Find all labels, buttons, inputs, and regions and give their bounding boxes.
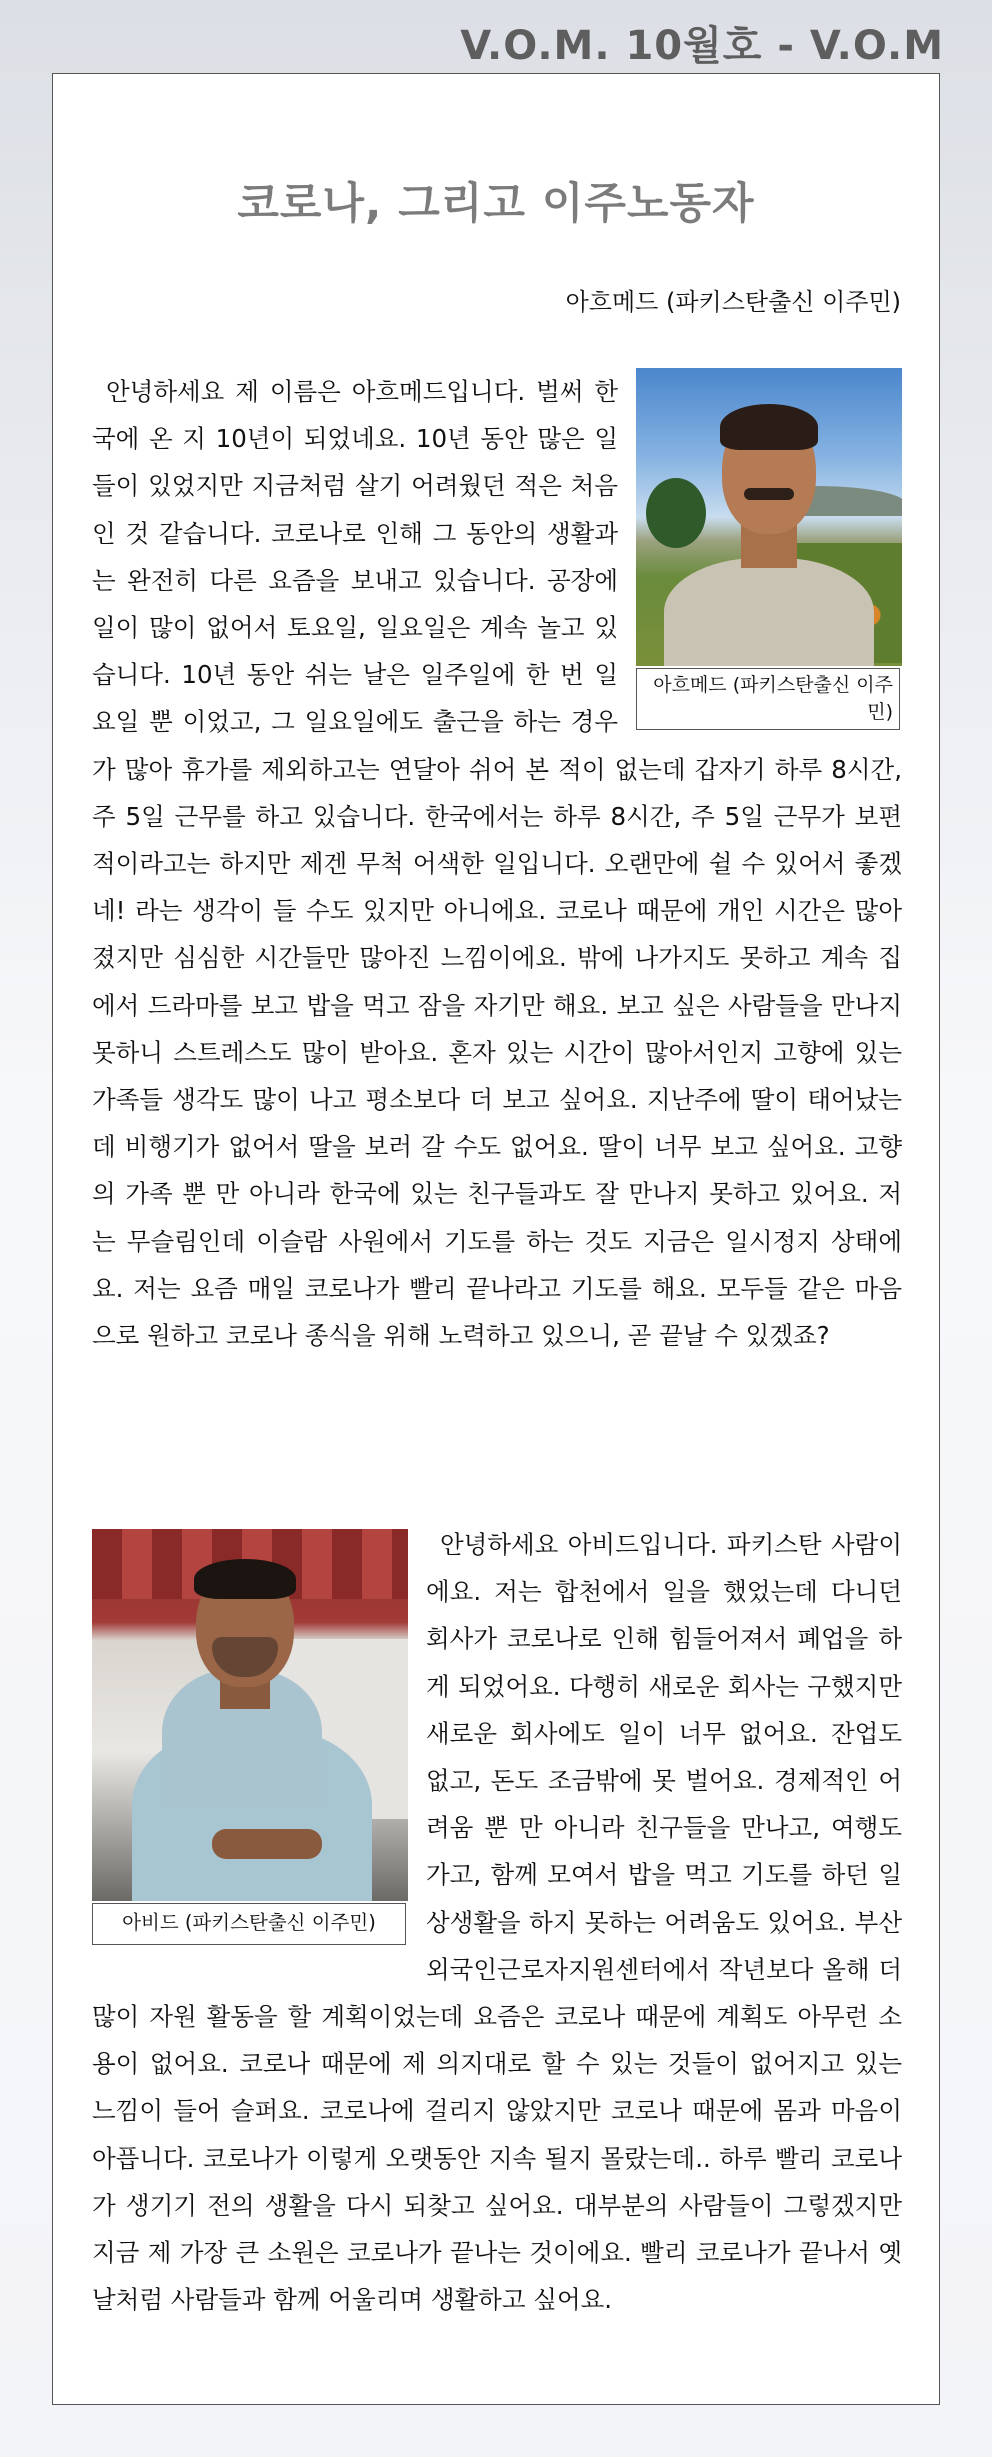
section-abid (92, 1521, 902, 2323)
article-title: 코로나, 그리고 이주노동자 (237, 179, 755, 229)
portrait-photo-icon (636, 368, 902, 666)
photo-figure-abid (92, 1529, 408, 1947)
portrait-photo-icon (92, 1529, 408, 1901)
article-panel (52, 73, 940, 2405)
section-ahmed (92, 368, 902, 1359)
section-text-abid: 안녕하세요 아비드입니다. 파키스탄 사람이에요. 저는 합천에서 일을 했었는데 다니던 회사가 코로나로 인해 힘들어져서 폐업을 하게 되었어요. 다행히 새로운 회사는 구했지만 새로운 회사에도 일이 너무 없어요. 잔업도 없고, 돈도 조금밖에 못 벌어요. 경제적인 어려움 뿐 만 아니라 친구들을 만나고, 여행도가고, 함께 모여서 밥을 먹고 기도를 하던 일상생활을 하지 못하는 어려움도 있어요. 부산외국인근로자지원센터에서 작년보다 올해 더 많이 자원 활동을 할 계획이었는데 요즘은 코로나 때문에 계획도 아무런 소용이 없어요. 코로나 때문에 제 의지대로 할 수 있는 것들이 없어지고 있는 느낌이 들어 슬퍼요. 코로나에 걸리지 않았지만 코로나 때문에 몸과 마음이 아픕니다. 코로나가 이렇게 오랫동안 지속 될지 몰랐는데.. 하루 빨리 코로나가 생기기 전의 생활을 다시 되찾고 싶어요. 대부분의 사람들이 그렇겠지만 지금 제 가장 큰 소원은 코로나가 끝나는 것이에요. 빨리 코로나가 끝나서 옛날처럼 사람들과 함께 어울리며 생활하고 싶어요. (92, 1530, 902, 2315)
photo-caption: 아비드 (파키스탄출신 이주민) (92, 1903, 406, 1945)
photo-caption: 아흐메드 (파키스탄출신 이주민) (636, 668, 900, 730)
section-text-ahmed: 안녕하세요 제 이름은 아흐메드입니다. 벌써 한국에 온 지 10년이 되었네요. 10년 동안 많은 일들이 있었지만 지금처럼 살기 어려웠던 적은 처음 인 것 같습니다. 코로나로 인해 그 동안의 생활과는 완전히 다른 요즘을 보내고 있습니다. 공장에 일이 많이 없어서 토요일, 일요일은 계속 놀고 있습니다. 10년 동안 쉬는 날은 일주일에 한 번 일요일 뿐 이었고, 그 일요일에도 출근을 하는 경우가 많아 휴가를 제외하고는 연달아 쉬어 본 적이 없는데 갑자기 하루 8시간, 주 5일 근무를 하고 있습니다. 한국에서는 하루 8시간, 주 5일 근무가 보편적이라고는 하지만 제겐 무척 어색한 일입니다. 오랜만에 쉴 수 있어서 좋겠네! 라는 생각이 들 수도 있지만 아니에요. 코로나 때문에 개인 시간은 많아졌지만 심심한 시간들만 많아진 느낌이에요. 밖에 나가지도 못하고 계속 집에서 드라마를 보고 밥을 먹고 잠을 자기만 해요. 보고 싶은 사람들을 만나지 못하니 스트레스도 많이 받아요. 혼자 있는 시간이 많아서인지 고향에 있는 가족들 생각도 많이 나고 평소보다 더 보고 싶어요. 지난주에 딸이 태어났는데 비행기가 없어서 딸을 보러 갈 수도 없어요. 딸이 너무 보고 싶어요. 고향의 가족 뿐 만 아니라 한국에 있는 친구들과도 잘 만나지 못하고 있어요. 저는 무슬림인데 이슬람 사원에서 기도를 하는 것도 지금은 일시정지 상태에요. 저는 요즘 매일 코로나가 빨리 끝나라고 기도를 해요. 모두들 같은 마음으로 원하고 코로나 종식을 위해 노력하고 있으니, 곧 끝날 수 있겠죠? (92, 377, 902, 1351)
newsletter-header: V.O.M. 10월호 - V.O.M (460, 23, 944, 69)
photo-figure-ahmed (636, 368, 902, 732)
article-byline: 아흐메드 (파키스탄출신 이주민) (565, 288, 901, 316)
